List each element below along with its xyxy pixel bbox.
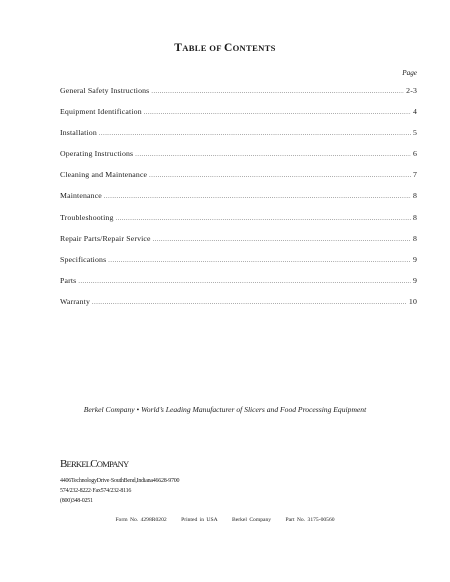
toc-entry[interactable] (60, 297, 417, 318)
toc-entry[interactable] (60, 276, 417, 297)
toc-entry[interactable] (60, 255, 417, 276)
toc-entry-page: 9 (412, 254, 417, 264)
toc-entry[interactable] (60, 170, 417, 191)
toc-entry[interactable] (60, 149, 417, 170)
toc-entry[interactable] (60, 234, 417, 255)
dot-leader (108, 258, 411, 264)
dot-leader (99, 131, 411, 137)
toc-entry[interactable] (60, 107, 417, 128)
page-title (0, 42, 450, 54)
footer-company: Berkel Company (232, 517, 272, 523)
dot-leader (92, 300, 407, 306)
phone-fax-line: 574/232-8222·Fax574/232-8116 (60, 488, 132, 494)
page-column-label: Page (402, 69, 417, 77)
title-initial-c: C (223, 42, 233, 54)
dot-leader (78, 279, 411, 285)
logo-letter-c: C (90, 458, 97, 470)
toc-entry-label: Cleaning and Maintenance (60, 170, 148, 180)
printed-in: Printed in USA (181, 517, 218, 523)
title-rest-ontents: ONTENTS (232, 43, 276, 53)
toc-entry-label: Equipment Identification (60, 107, 142, 117)
dot-leader (104, 194, 411, 200)
toc-entry-label: Operating Instructions (60, 149, 134, 159)
form-number: Form No. 4298R0202 (115, 517, 167, 523)
toc-entry[interactable] (60, 191, 417, 212)
company-tagline: Berkel Company • World’s Leading Manufacturer of Slicers and Food Processing Equipment (83, 405, 367, 414)
address-line: 4406TechnologyDrive·SouthBend,Indiana46628-9700 (60, 478, 180, 484)
logo-ompany: OMPANY (96, 459, 129, 469)
toc-entry-label: Specifications (60, 254, 107, 264)
toc-entry-label: Troubleshooting (60, 212, 114, 222)
toc-entry[interactable] (60, 213, 417, 234)
document-footer (0, 517, 450, 523)
toc-entry-page: 10 (408, 296, 417, 306)
toc-entry-label: General Safety Instructions (60, 86, 150, 95)
toc-entry-label: Repair Parts/Repair Service (60, 233, 151, 243)
logo-letter-b: B (60, 458, 67, 470)
part-number: Part No. 3175-00560 (285, 517, 335, 523)
toc-entry-page: 4 (412, 107, 417, 117)
toc-entry-page: 9 (412, 275, 417, 285)
title-rest-able-of: ABLE OF (182, 43, 224, 53)
toc-entry-page: 6 (412, 149, 417, 159)
toll-free-line: (800)348-0251 (60, 498, 93, 504)
toc-entry-label: Parts (60, 275, 77, 285)
dot-leader (151, 89, 404, 95)
toc-entry-page: 2-3 (406, 86, 417, 95)
toc-entry[interactable] (60, 86, 417, 107)
toc-entry-page: 8 (412, 191, 417, 201)
table-of-contents (60, 86, 417, 318)
dot-leader (144, 110, 411, 116)
dot-leader (135, 152, 411, 158)
dot-leader (116, 216, 411, 222)
toc-entry-label: Warranty (60, 296, 91, 306)
berkel-company-logo (60, 458, 128, 470)
company-address (60, 476, 179, 506)
toc-entry-page: 8 (412, 233, 417, 243)
toc-entry-label: Maintenance (60, 191, 102, 201)
toc-entry[interactable] (60, 128, 417, 149)
toc-entry-label: Installation (60, 128, 97, 138)
title-initial-t: T (174, 42, 183, 54)
toc-entry-page: 8 (412, 212, 417, 222)
toc-entry-page: 7 (412, 170, 417, 180)
logo-erkel: ERKEL (66, 459, 91, 469)
toc-entry-page: 5 (412, 128, 417, 138)
dot-leader (149, 173, 411, 179)
dot-leader (153, 237, 411, 243)
